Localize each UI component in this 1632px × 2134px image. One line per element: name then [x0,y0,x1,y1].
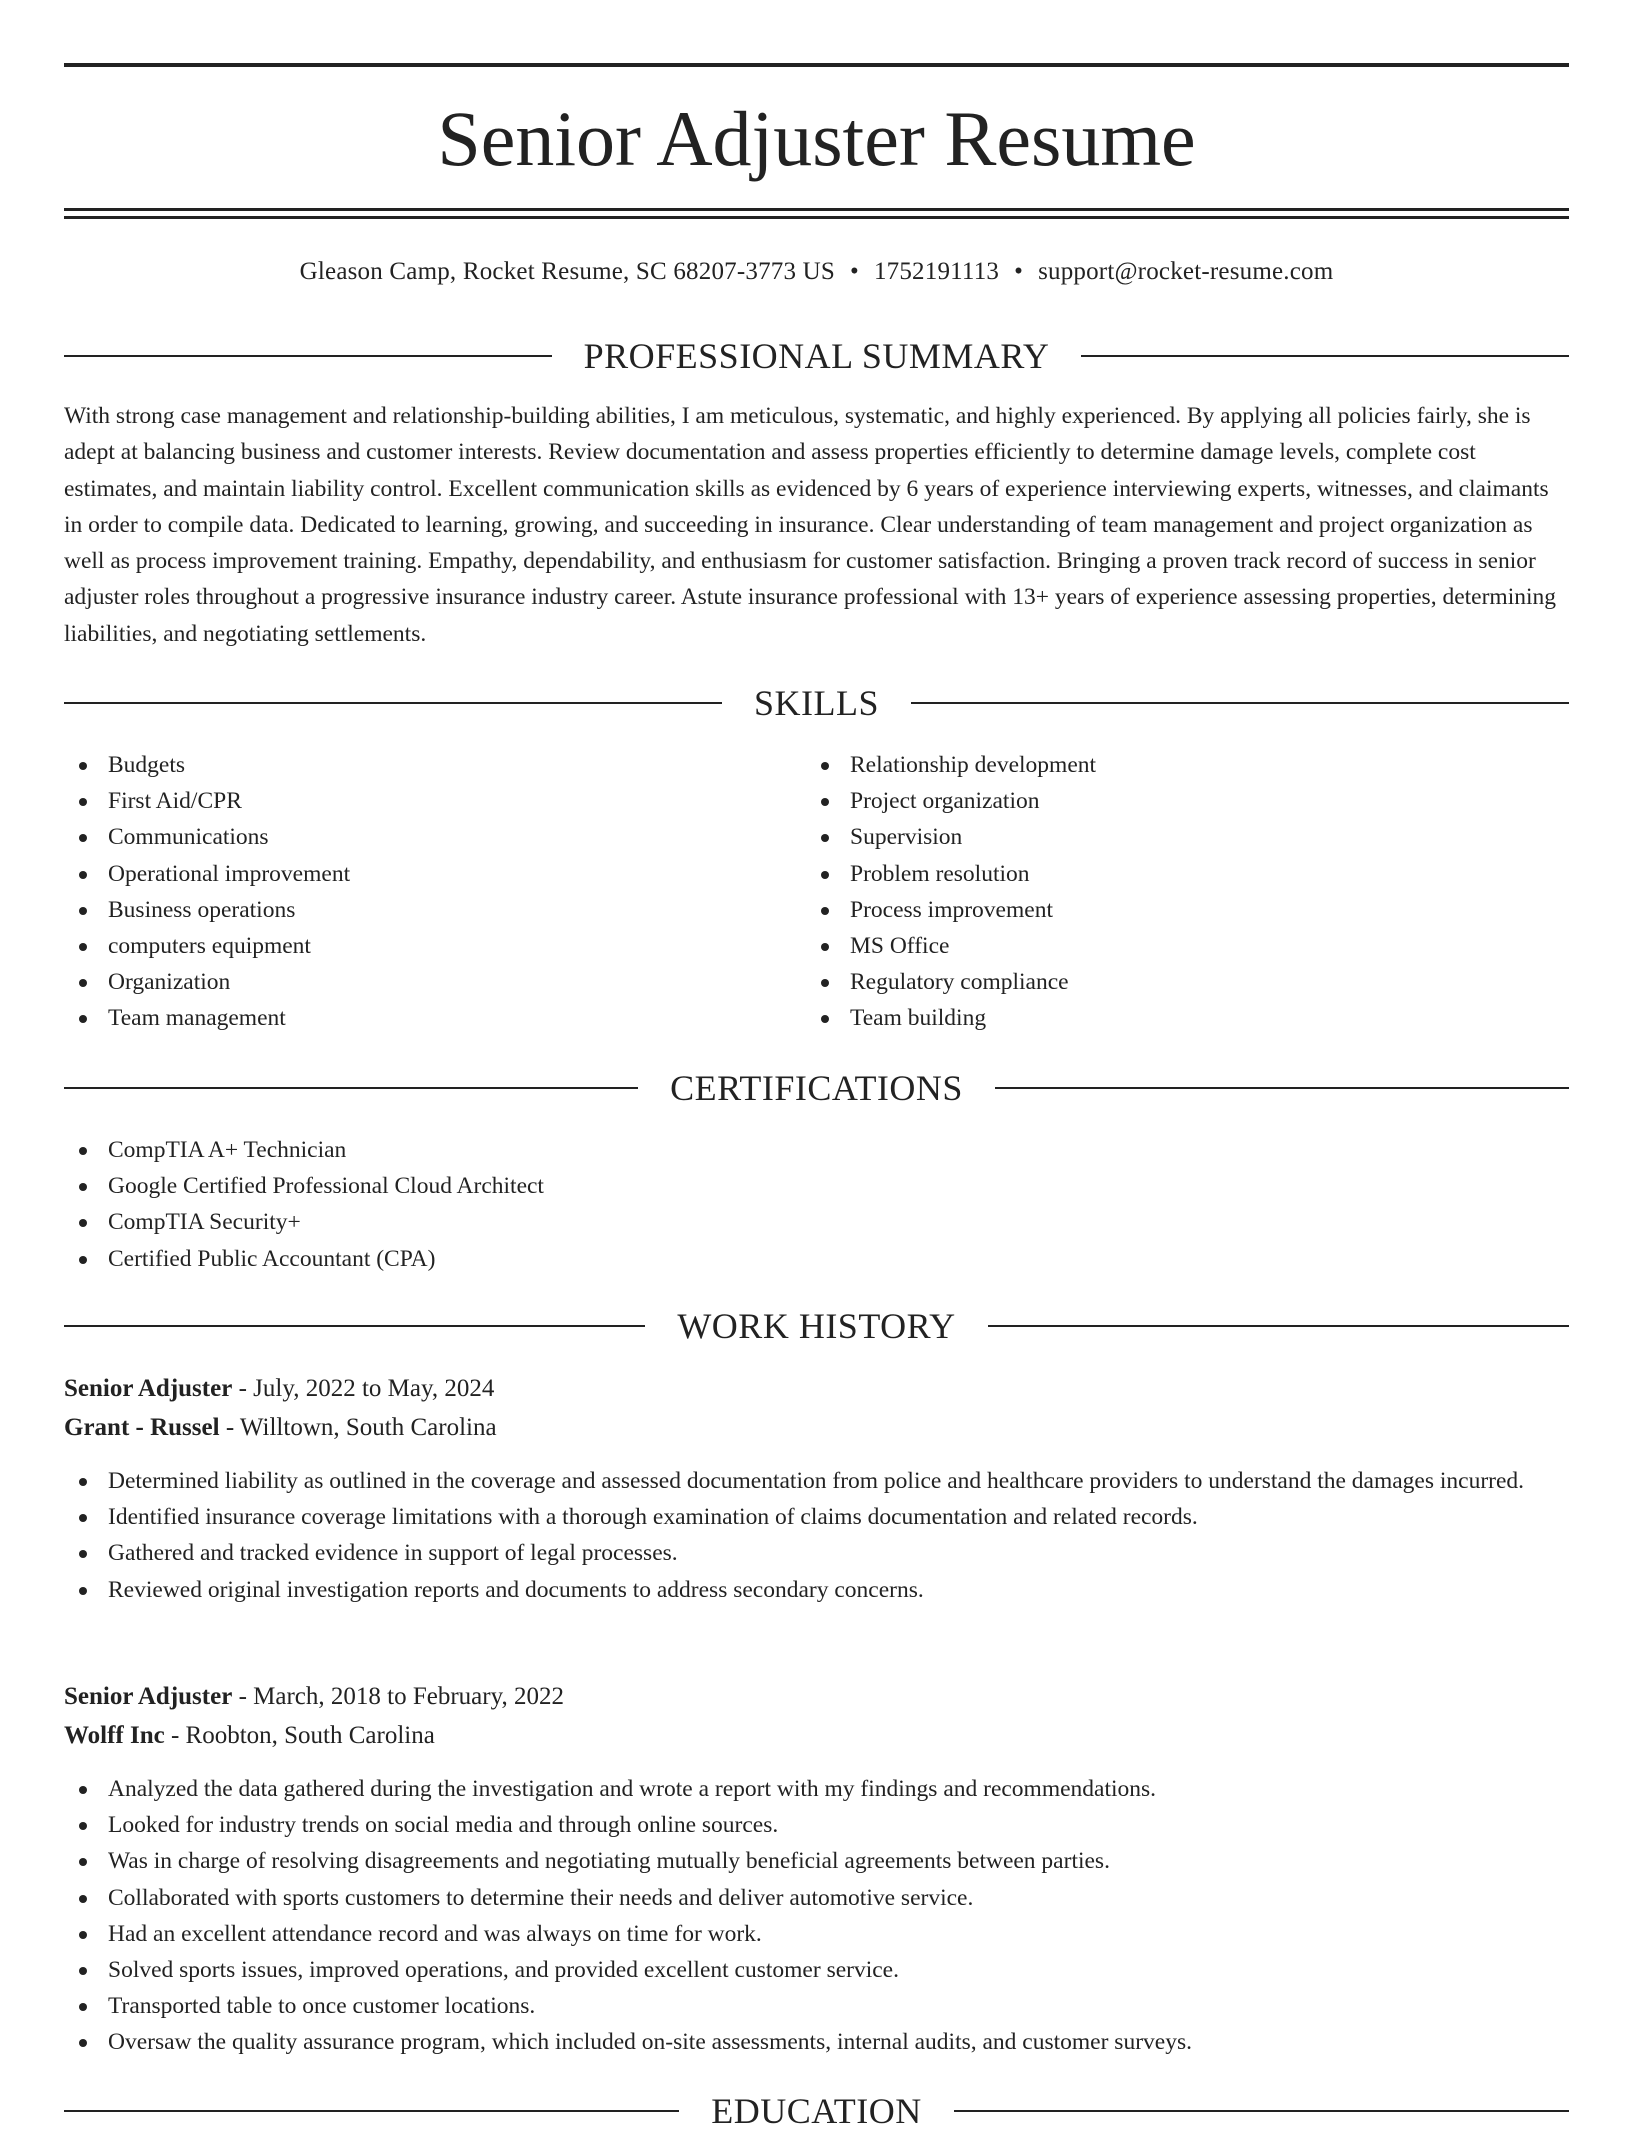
skill-item: Team building [806,1000,1506,1036]
job-title: Senior Adjuster [64,1683,233,1710]
job-location: - Willtown, South Carolina [219,1414,497,1441]
skill-item: computers equipment [64,928,764,964]
job-duty: Collaborated with sports customers to determine their needs and deliver automotive service. [64,1880,1569,1916]
contact-line [64,254,1569,290]
divider-line [64,355,552,357]
divider-line [911,702,1569,704]
skill-item: Budgets [64,747,764,783]
skill-item: Communications [64,819,764,855]
job-duties-list [64,1771,1569,2061]
certification-item: CompTIA Security+ [64,1204,1569,1240]
divider-line [995,1087,1569,1089]
job-duties-list [64,1463,1569,1608]
top-rule [64,63,1569,67]
job-duty: Gathered and tracked evidence in support of legal processes. [64,1535,1569,1571]
job-company: Wolff Inc [64,1722,165,1749]
skill-item: Relationship development [806,747,1506,783]
section-heading-skills [64,680,1569,726]
section-heading-work-history [64,1303,1569,1349]
skill-item: Operational improvement [64,856,764,892]
job-dates: - July, 2022 to May, 2024 [232,1375,495,1402]
contact-address: Gleason Camp, Rocket Resume, SC 68207-3773 US [299,258,835,285]
certification-item: Certified Public Accountant (CPA) [64,1241,1569,1277]
section-heading-certifications [64,1065,1569,1111]
job-duty: Analyzed the data gathered during the investigation and wrote a report with my findings and recommendations. [64,1771,1569,1807]
skill-item: Team management [64,1000,764,1036]
section-title: EDUCATION [711,2091,922,2131]
summary-text: With strong case management and relationship-building abilities, I am meticulous, systematic, and highly experienced. By applying all policies fairly, she is adept at balancing business and customer interests. Review documentation and assess properties efficiently to determine damage levels, complete cost estimates, and maintain liability control. Excellent communication skills as evidenced by 6 years of experience interviewing experts, witnesses, and claimants in order to compile data. Dedicated to learning, growing, and succeeding in insurance. Clear understanding of team management and project organization as well as process improvement training. Empathy, dependability, and enthusiasm for customer satisfaction. Bringing a proven track record of success in senior adjuster roles throughout a progressive insurance industry career. Astute insurance professional with 13+ years of experience assessing properties, determining liabilities, and negotiating settlements. [64,403,1557,647]
skill-item: Supervision [806,819,1506,855]
skill-item: Problem resolution [806,856,1506,892]
section-title: WORK HISTORY [677,1306,956,1346]
skill-item: Process improvement [806,892,1506,928]
job-title-line [64,1678,1569,1716]
section-title: CERTIFICATIONS [670,1068,963,1108]
certifications-list [64,1132,1569,1277]
job-title-line [64,1370,1569,1408]
job-duty: Transported table to once customer locations. [64,1988,1569,2024]
divider-line [988,1325,1569,1327]
contact-phone: 1752191113 [873,258,1000,285]
job-duty: Identified insurance coverage limitations with a thorough examination of claims documentation and related records. [64,1499,1569,1535]
section-heading-education [64,2088,1569,2134]
job-dates: - March, 2018 to February, 2022 [232,1683,564,1710]
title-double-rule-bottom [64,216,1569,219]
skills-list-right [806,747,1506,1037]
skill-item: Project organization [806,783,1506,819]
divider-line [64,1087,638,1089]
job-company-line [64,1717,1569,1755]
job-company-line [64,1409,1569,1447]
section-title: SKILLS [754,683,880,723]
skills-list-left [64,747,764,1037]
job-duty: Oversaw the quality assurance program, which included on-site assessments, internal audits, and customer surveys. [64,2024,1569,2060]
job-duty: Solved sports issues, improved operations, and provided excellent customer service. [64,1952,1569,1988]
job-duty: Determined liability as outlined in the coverage and assessed documentation from police and healthcare providers to understand the damages incurred. [64,1463,1569,1499]
skill-item: Regulatory compliance [806,964,1506,1000]
job-location: - Roobton, South Carolina [164,1722,435,1749]
divider-line [64,1325,645,1327]
job-title: Senior Adjuster [64,1375,233,1402]
job-duty: Was in charge of resolving disagreements and negotiating mutually beneficial agreements between parties. [64,1843,1569,1879]
resume-title: Senior Adjuster Resume [437,95,1196,182]
divider-line [1081,355,1569,357]
job-duty: Had an excellent attendance record and was always on time for work. [64,1916,1569,1952]
skill-item: Organization [64,964,764,1000]
skill-item: Business operations [64,892,764,928]
job-company: Grant - Russel [64,1414,220,1441]
skill-item: First Aid/CPR [64,783,764,819]
job-duty: Reviewed original investigation reports and documents to address secondary concerns. [64,1572,1569,1608]
contact-separator: • [850,258,859,285]
contact-email: support@rocket-resume.com [1038,258,1334,285]
skill-item: MS Office [806,928,1506,964]
title-double-rule-top [64,208,1569,211]
job-duty: Looked for industry trends on social media and through online sources. [64,1807,1569,1843]
section-heading-summary [64,333,1569,379]
certification-item: CompTIA A+ Technician [64,1132,1569,1168]
section-title: PROFESSIONAL SUMMARY [583,336,1050,376]
certification-item: Google Certified Professional Cloud Architect [64,1168,1569,1204]
divider-line [64,702,722,704]
contact-separator: • [1014,258,1024,285]
